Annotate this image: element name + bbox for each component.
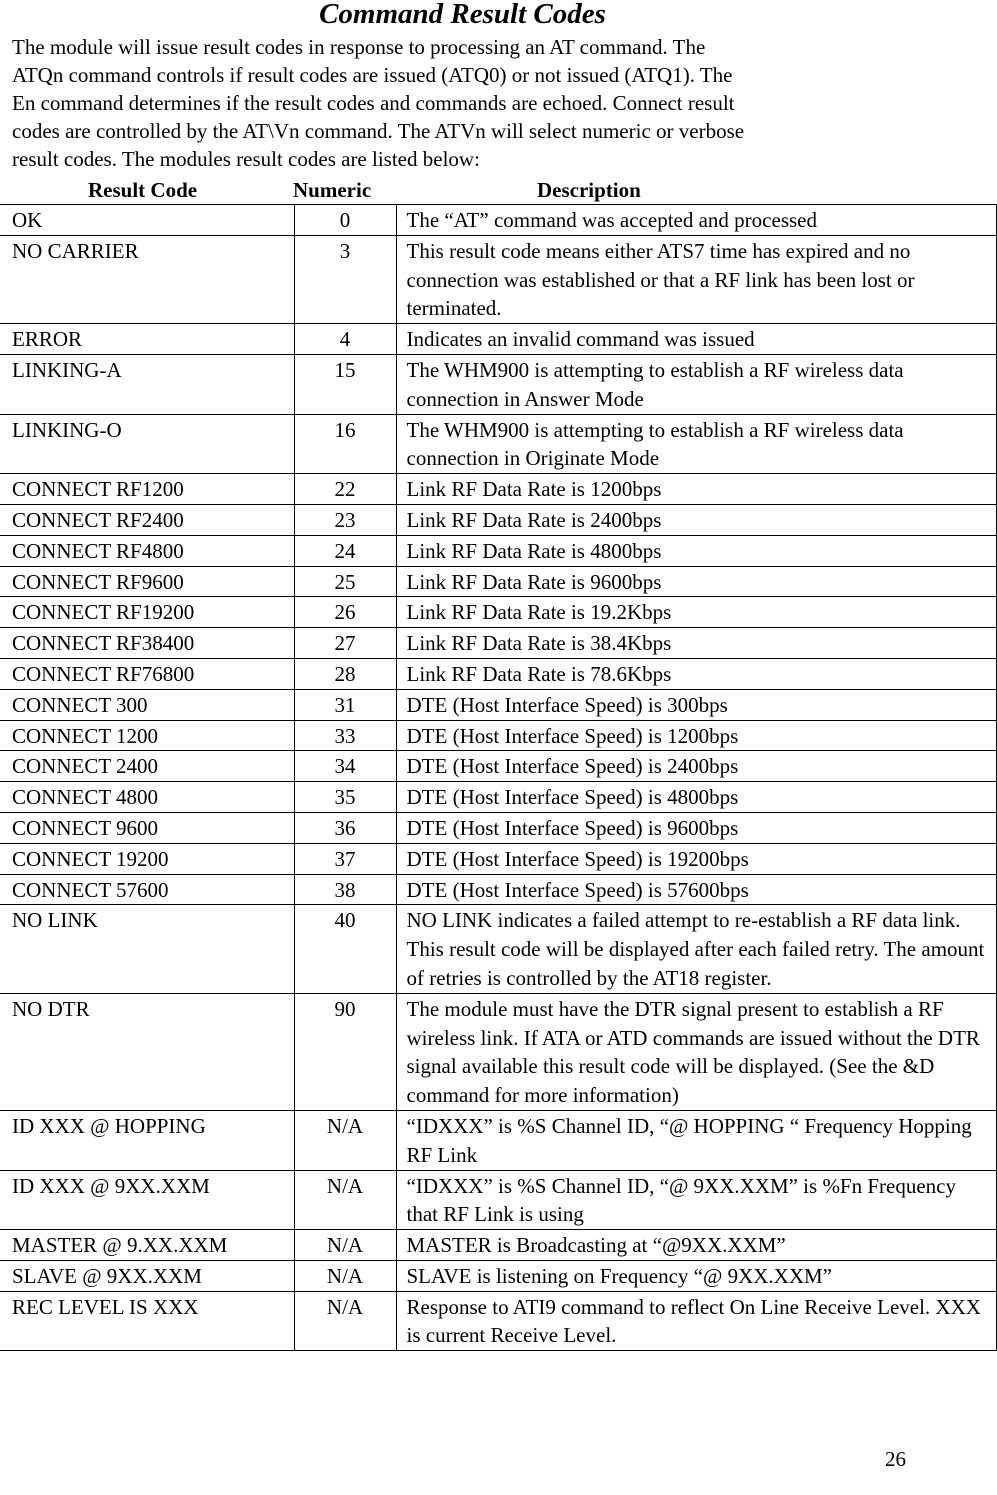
table-row xyxy=(0,782,997,813)
description-cell: The module must have the DTR signal present to establish a RF wireless link. If ATA or ATD commands are issued without the DTR signal available this result code will be displayed. (See the &D command for more information) xyxy=(396,993,997,1110)
table-row xyxy=(0,504,997,535)
table-row xyxy=(0,235,997,323)
result-code-cell: CONNECT 4800 xyxy=(0,782,294,813)
table-row xyxy=(0,205,997,236)
description-cell: Response to ATI9 command to reflect On Line Receive Level. XXX is current Receive Level. xyxy=(396,1291,997,1351)
column-header-numeric: Numeric xyxy=(293,178,372,202)
result-code-cell: REC LEVEL IS XXX xyxy=(0,1291,294,1351)
result-code-cell: CONNECT RF9600 xyxy=(0,566,294,597)
table-row xyxy=(0,812,997,843)
intro-line: codes are controlled by the AT\Vn command. The ATVn will select numeric or verbose xyxy=(12,119,745,143)
result-code-cell: LINKING-O xyxy=(0,414,294,474)
numeric-cell: N/A xyxy=(294,1230,396,1261)
result-code-cell: NO LINK xyxy=(0,905,294,993)
description-cell: The WHM900 is attempting to establish a RF wireless data connection in Originate Mode xyxy=(396,414,997,474)
numeric-cell: N/A xyxy=(294,1260,396,1291)
description-cell: Link RF Data Rate is 19.2Kbps xyxy=(396,597,997,628)
result-code-cell: CONNECT 2400 xyxy=(0,751,294,782)
description-cell: DTE (Host Interface Speed) is 300bps xyxy=(396,689,997,720)
table-row xyxy=(0,414,997,474)
description-cell: DTE (Host Interface Speed) is 9600bps xyxy=(396,812,997,843)
numeric-cell: 26 xyxy=(294,597,396,628)
table-row xyxy=(0,474,997,505)
intro-line: ATQn command controls if result codes are issued (ATQ0) or not issued (ATQ1). The xyxy=(12,63,733,87)
description-cell: Link RF Data Rate is 78.6Kbps xyxy=(396,658,997,689)
description-cell: DTE (Host Interface Speed) is 2400bps xyxy=(396,751,997,782)
numeric-cell: 36 xyxy=(294,812,396,843)
description-cell: Indicates an invalid command was issued xyxy=(396,324,997,355)
table-row xyxy=(0,843,997,874)
description-cell: This result code means either ATS7 time has expired and no connection was established or that a RF link has been lost or terminated. xyxy=(396,235,997,323)
numeric-cell: 16 xyxy=(294,414,396,474)
result-code-cell: SLAVE @ 9XX.XXM xyxy=(0,1260,294,1291)
table-row xyxy=(0,324,997,355)
description-cell: “IDXXX” is %S Channel ID, “@ 9XX.XXM” is %Fn Frequency that RF Link is using xyxy=(396,1170,997,1230)
description-cell: MASTER is Broadcasting at “@9XX.XXM” xyxy=(396,1230,997,1261)
numeric-cell: 15 xyxy=(294,354,396,414)
result-code-cell: OK xyxy=(0,205,294,236)
table-row xyxy=(0,1260,997,1291)
table-row xyxy=(0,535,997,566)
numeric-cell: 38 xyxy=(294,874,396,905)
page-number: 26 xyxy=(885,1447,906,1471)
description-cell: Link RF Data Rate is 9600bps xyxy=(396,566,997,597)
result-code-cell: MASTER @ 9.XX.XXM xyxy=(0,1230,294,1261)
table-row xyxy=(0,597,997,628)
description-cell: SLAVE is listening on Frequency “@ 9XX.XXM” xyxy=(396,1260,997,1291)
numeric-cell: 37 xyxy=(294,843,396,874)
description-cell: Link RF Data Rate is 38.4Kbps xyxy=(396,628,997,659)
description-cell: The “AT” command was accepted and processed xyxy=(396,205,997,236)
description-cell: DTE (Host Interface Speed) is 1200bps xyxy=(396,720,997,751)
result-code-cell: CONNECT 57600 xyxy=(0,874,294,905)
table-row xyxy=(0,689,997,720)
table-row xyxy=(0,720,997,751)
description-cell: DTE (Host Interface Speed) is 19200bps xyxy=(396,843,997,874)
result-code-cell: CONNECT 19200 xyxy=(0,843,294,874)
numeric-cell: 31 xyxy=(294,689,396,720)
description-cell: NO LINK indicates a failed attempt to re-establish a RF data link. This result code will be displayed after each failed retry. The amount of retries is controlled by the AT18 register. xyxy=(396,905,997,993)
result-code-cell: CONNECT 1200 xyxy=(0,720,294,751)
intro-paragraph xyxy=(12,33,912,173)
description-cell: DTE (Host Interface Speed) is 4800bps xyxy=(396,782,997,813)
numeric-cell: 24 xyxy=(294,535,396,566)
numeric-cell: N/A xyxy=(294,1110,396,1170)
table-row xyxy=(0,905,997,993)
intro-line: The module will issue result codes in response to processing an AT command. The xyxy=(12,35,706,59)
table-row xyxy=(0,1230,997,1261)
result-code-cell: LINKING-A xyxy=(0,354,294,414)
description-cell: The WHM900 is attempting to establish a RF wireless data connection in Answer Mode xyxy=(396,354,997,414)
result-codes-table-body xyxy=(0,205,997,1351)
numeric-cell: 23 xyxy=(294,504,396,535)
result-code-cell: CONNECT RF38400 xyxy=(0,628,294,659)
numeric-cell: 35 xyxy=(294,782,396,813)
numeric-cell: 27 xyxy=(294,628,396,659)
description-cell: Link RF Data Rate is 4800bps xyxy=(396,535,997,566)
table-row xyxy=(0,751,997,782)
description-cell: Link RF Data Rate is 1200bps xyxy=(396,474,997,505)
result-code-cell: CONNECT RF76800 xyxy=(0,658,294,689)
column-header-description: Description xyxy=(537,178,641,202)
result-code-cell: CONNECT RF1200 xyxy=(0,474,294,505)
table-row xyxy=(0,1110,997,1170)
result-code-cell: ID XXX @ 9XX.XXM xyxy=(0,1170,294,1230)
numeric-cell: 34 xyxy=(294,751,396,782)
numeric-cell: 90 xyxy=(294,993,396,1110)
result-codes-table xyxy=(0,204,997,1351)
numeric-cell: 33 xyxy=(294,720,396,751)
table-row xyxy=(0,1170,997,1230)
result-code-cell: CONNECT RF19200 xyxy=(0,597,294,628)
table-row xyxy=(0,1291,997,1351)
result-code-cell: CONNECT 9600 xyxy=(0,812,294,843)
numeric-cell: 28 xyxy=(294,658,396,689)
description-cell: Link RF Data Rate is 2400bps xyxy=(396,504,997,535)
numeric-cell: 4 xyxy=(294,324,396,355)
result-code-cell: NO CARRIER xyxy=(0,235,294,323)
numeric-cell: 22 xyxy=(294,474,396,505)
result-code-cell: ID XXX @ HOPPING xyxy=(0,1110,294,1170)
result-code-cell: CONNECT RF4800 xyxy=(0,535,294,566)
result-code-cell: ERROR xyxy=(0,324,294,355)
intro-line: result codes. The modules result codes are listed below: xyxy=(12,147,480,171)
table-row xyxy=(0,566,997,597)
page-title: Command Result Codes xyxy=(319,0,606,30)
table-row xyxy=(0,993,997,1110)
numeric-cell: 3 xyxy=(294,235,396,323)
result-code-cell: NO DTR xyxy=(0,993,294,1110)
numeric-cell: N/A xyxy=(294,1291,396,1351)
column-header-result-code: Result Code xyxy=(88,178,198,202)
result-code-cell: CONNECT 300 xyxy=(0,689,294,720)
numeric-cell: 40 xyxy=(294,905,396,993)
numeric-cell: N/A xyxy=(294,1170,396,1230)
description-cell: “IDXXX” is %S Channel ID, “@ HOPPING “ Frequency Hopping RF Link xyxy=(396,1110,997,1170)
table-row xyxy=(0,658,997,689)
intro-line: En command determines if the result codes and commands are echoed. Connect result xyxy=(12,91,735,115)
numeric-cell: 0 xyxy=(294,205,396,236)
description-cell: DTE (Host Interface Speed) is 57600bps xyxy=(396,874,997,905)
table-row xyxy=(0,628,997,659)
table-row xyxy=(0,354,997,414)
result-code-cell: CONNECT RF2400 xyxy=(0,504,294,535)
table-row xyxy=(0,874,997,905)
numeric-cell: 25 xyxy=(294,566,396,597)
